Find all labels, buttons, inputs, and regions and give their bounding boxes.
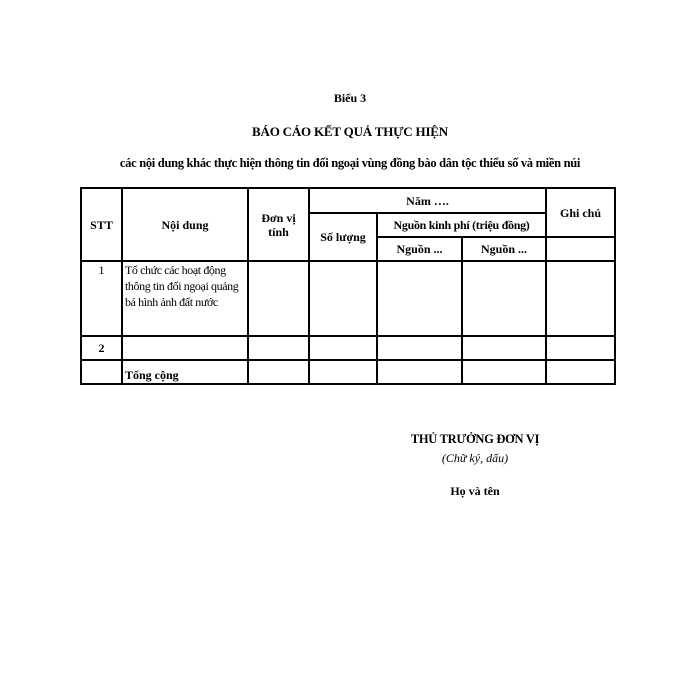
- header-row-1: [81, 188, 615, 213]
- row-source-2-cell: [462, 336, 546, 360]
- document-subtitle: các nội dung khác thực hiện thông tin đối ngoại vùng đồng bào dân tộc thiểu số và miền núi: [119, 156, 581, 170]
- total-quantity-cell: [309, 360, 377, 384]
- row-source-1-cell: [377, 261, 462, 336]
- row-unit-cell: [248, 261, 309, 336]
- table-row: [81, 336, 615, 360]
- header-quantity: Số lượng: [309, 213, 377, 261]
- signature-title: THỦ TRƯỞNG ĐƠN VỊ: [410, 432, 540, 446]
- row-content: [122, 336, 248, 360]
- table-row: [81, 261, 615, 336]
- row-content: Tổ chức các hoạt động thông tin đối ngoại quảng bá hình ảnh đất nước: [122, 261, 248, 336]
- row-notes-cell: [546, 261, 615, 336]
- header-notes: Ghi chú: [546, 188, 615, 237]
- header-content: Nội dung: [122, 188, 248, 261]
- notes-subheader-cell: [546, 237, 615, 261]
- form-label: Biểu 3: [333, 91, 367, 105]
- row-source-2-cell: [462, 261, 546, 336]
- total-source-2-cell: [462, 360, 546, 384]
- header-unit: Đơn vị tính: [248, 188, 309, 261]
- signature-name-label: Họ và tên: [450, 484, 500, 498]
- total-unit-cell: [248, 360, 309, 384]
- header-funding: Nguồn kinh phí (triệu đồng): [377, 213, 546, 237]
- total-source-1-cell: [377, 360, 462, 384]
- header-year: Năm ….: [309, 188, 546, 213]
- header-source-2: Nguồn ...: [462, 237, 546, 261]
- row-stt: 1: [81, 261, 122, 336]
- header-source-1: Nguồn ...: [377, 237, 462, 261]
- row-unit-cell: [248, 336, 309, 360]
- signature-note: (Chữ ký, dấu): [441, 451, 509, 465]
- header-stt: STT: [81, 188, 122, 261]
- total-notes-cell: [546, 360, 615, 384]
- total-stt-cell: [81, 360, 122, 384]
- row-notes-cell: [546, 336, 615, 360]
- total-label: Tổng cộng: [122, 360, 248, 384]
- document-title: BÁO CÁO KẾT QUẢ THỰC HIỆN: [252, 124, 448, 139]
- total-row: [81, 360, 615, 384]
- report-table: [80, 187, 616, 385]
- row-quantity-cell: [309, 336, 377, 360]
- row-quantity-cell: [309, 261, 377, 336]
- row-stt: 2: [81, 336, 122, 360]
- row-source-1-cell: [377, 336, 462, 360]
